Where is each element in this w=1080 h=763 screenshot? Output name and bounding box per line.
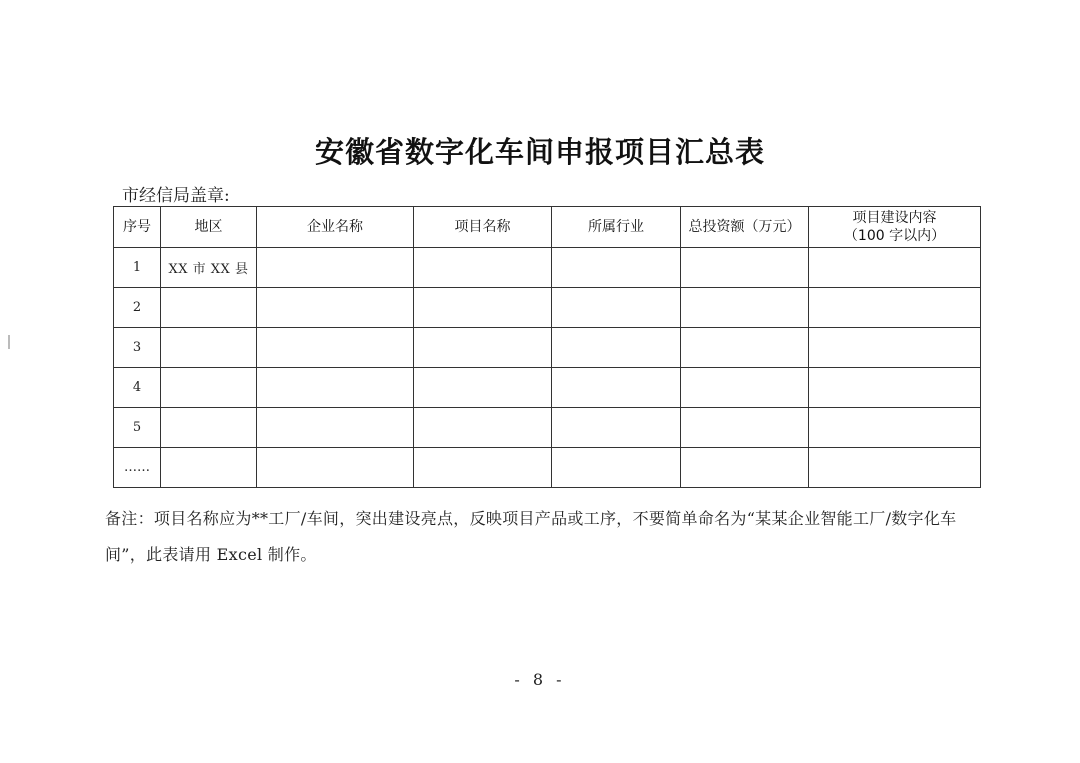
cell-industry	[552, 328, 681, 368]
header-company-name: 企业名称	[257, 207, 414, 248]
table-header-row	[114, 207, 981, 248]
cell-total-investment	[681, 368, 809, 408]
cell-company-name	[257, 248, 414, 288]
cell-industry	[552, 288, 681, 328]
table-row	[114, 448, 981, 488]
cell-region	[161, 408, 257, 448]
cell-seq: 2	[114, 288, 161, 328]
cell-company-name	[257, 368, 414, 408]
table-row	[114, 328, 981, 368]
cell-company-name	[257, 408, 414, 448]
table-row	[114, 288, 981, 328]
cell-region	[161, 448, 257, 488]
stamp-label: 市经信局盖章:	[122, 186, 230, 206]
header-industry: 所属行业	[552, 207, 681, 248]
cell-project-name	[414, 288, 552, 328]
cell-project-name	[414, 368, 552, 408]
cell-construction-content	[809, 328, 981, 368]
header-region: 地区	[161, 207, 257, 248]
cell-region	[161, 328, 257, 368]
cell-construction-content	[809, 248, 981, 288]
cell-industry	[552, 408, 681, 448]
cell-company-name	[257, 328, 414, 368]
cell-region: XX 市 XX 县	[161, 248, 257, 288]
cell-construction-content	[809, 448, 981, 488]
header-construction-content: 项目建设内容 （100 字以内）	[809, 207, 981, 248]
cell-industry	[552, 448, 681, 488]
cell-project-name	[414, 328, 552, 368]
table-note: 备注：项目名称应为**工厂/车间，突出建设亮点，反映项目产品或工序，不要简单命名为“某某企业智能工厂/数字化车间”，此表请用 Excel 制作。	[105, 509, 957, 564]
table-row	[114, 408, 981, 448]
cell-project-name	[414, 408, 552, 448]
cell-seq: 4	[114, 368, 161, 408]
summary-table	[113, 206, 981, 488]
cell-company-name	[257, 448, 414, 488]
cell-company-name	[257, 288, 414, 328]
cell-total-investment	[681, 328, 809, 368]
header-seq: 序号	[114, 207, 161, 248]
cell-total-investment	[681, 248, 809, 288]
cell-seq: ……	[114, 448, 161, 488]
cell-project-name	[414, 448, 552, 488]
cell-total-investment	[681, 448, 809, 488]
cell-construction-content	[809, 408, 981, 448]
cell-region	[161, 368, 257, 408]
document-title: 安徽省数字化车间申报项目汇总表	[314, 135, 765, 169]
scan-artifact	[8, 335, 10, 349]
page-number: - 8 -	[514, 670, 566, 689]
cell-project-name	[414, 248, 552, 288]
cell-industry	[552, 248, 681, 288]
cell-construction-content	[809, 368, 981, 408]
header-total-investment: 总投资额（万元）	[681, 207, 809, 248]
table-row	[114, 368, 981, 408]
cell-construction-content	[809, 288, 981, 328]
cell-region	[161, 288, 257, 328]
cell-total-investment	[681, 408, 809, 448]
table-row	[114, 248, 981, 288]
cell-total-investment	[681, 288, 809, 328]
header-project-name: 项目名称	[414, 207, 552, 248]
cell-seq: 3	[114, 328, 161, 368]
cell-seq: 5	[114, 408, 161, 448]
cell-industry	[552, 368, 681, 408]
cell-seq: 1	[114, 248, 161, 288]
